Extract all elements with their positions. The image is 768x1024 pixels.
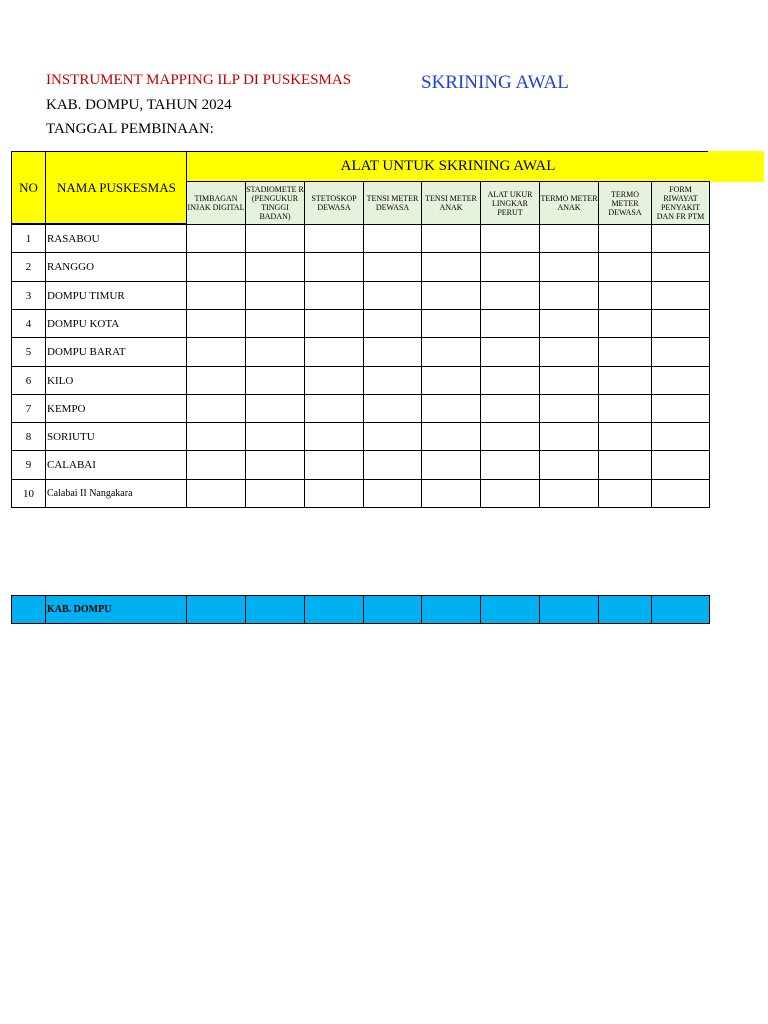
row-nama-puskesmas: RANGGO xyxy=(45,252,187,282)
row-nama-puskesmas: DOMPU KOTA xyxy=(45,309,187,338)
row-no: 1 xyxy=(11,224,46,253)
table-cell-check[interactable] xyxy=(363,394,422,423)
table-cell-check[interactable] xyxy=(480,224,540,253)
table-cell-check[interactable] xyxy=(245,479,305,508)
table-cell-check[interactable] xyxy=(304,281,364,310)
table-cell-check[interactable] xyxy=(245,366,305,395)
table-cell-check[interactable] xyxy=(651,394,710,423)
table-cell-check[interactable] xyxy=(651,422,710,451)
table-cell-check[interactable] xyxy=(304,450,364,480)
table-cell-check[interactable] xyxy=(598,309,652,338)
row-nama-puskesmas: CALABAI xyxy=(45,450,187,480)
table-cell-check[interactable] xyxy=(480,422,540,451)
row-no: 6 xyxy=(11,366,46,395)
table-cell-check[interactable] xyxy=(598,224,652,253)
table-cell-check[interactable] xyxy=(363,224,422,253)
table-cell-check[interactable] xyxy=(598,479,652,508)
total-row-cell[interactable] xyxy=(539,595,599,624)
total-row-label: KAB. DOMPU xyxy=(45,595,187,624)
table-cell-check[interactable] xyxy=(421,309,481,338)
total-row-cell[interactable] xyxy=(651,595,710,624)
header-no: NO xyxy=(11,151,46,224)
table-cell-check[interactable] xyxy=(598,366,652,395)
tool-column-header: TERMO METER DEWASA xyxy=(598,181,652,225)
table-cell-check[interactable] xyxy=(598,337,652,367)
row-no: 7 xyxy=(11,394,46,423)
tool-column-header: TENSI METER ANAK xyxy=(421,181,481,225)
table-cell-check[interactable] xyxy=(421,366,481,395)
table-cell-check[interactable] xyxy=(598,281,652,310)
tanggal-pembinaan-label: TANGGAL PEMBINAAN: xyxy=(46,121,214,137)
table-cell-check[interactable] xyxy=(421,337,481,367)
table-cell-check[interactable] xyxy=(651,309,710,338)
table-cell-check[interactable] xyxy=(245,422,305,451)
row-nama-puskesmas: KEMPO xyxy=(45,394,187,423)
table-cell-check[interactable] xyxy=(186,479,246,508)
table-cell-check[interactable] xyxy=(651,366,710,395)
table-cell-check[interactable] xyxy=(186,450,246,480)
table-cell-check[interactable] xyxy=(651,281,710,310)
table-cell-check[interactable] xyxy=(651,224,710,253)
table-cell-check[interactable] xyxy=(186,281,246,310)
table-cell-check[interactable] xyxy=(186,337,246,367)
table-cell-check[interactable] xyxy=(539,309,599,338)
table-cell-check[interactable] xyxy=(480,366,540,395)
table-cell-check[interactable] xyxy=(363,309,422,338)
table-cell-check[interactable] xyxy=(363,337,422,367)
row-nama-puskesmas: DOMPU TIMUR xyxy=(45,281,187,310)
table-cell-check[interactable] xyxy=(539,224,599,253)
row-nama-puskesmas: RASABOU xyxy=(45,224,187,253)
table-cell-check[interactable] xyxy=(245,224,305,253)
table-cell-check[interactable] xyxy=(245,450,305,480)
total-row-cell[interactable] xyxy=(598,595,652,624)
table-cell-check[interactable] xyxy=(304,479,364,508)
table-cell-check[interactable] xyxy=(539,394,599,423)
section-title: SKRINING AWAL xyxy=(421,72,569,93)
total-row-cell[interactable] xyxy=(480,595,540,624)
table-cell-check[interactable] xyxy=(421,422,481,451)
table-cell-check[interactable] xyxy=(363,252,422,282)
table-cell-check[interactable] xyxy=(480,309,540,338)
total-row-cell[interactable] xyxy=(421,595,481,624)
table-cell-check[interactable] xyxy=(480,479,540,508)
row-no: 3 xyxy=(11,281,46,310)
table-cell-check[interactable] xyxy=(363,281,422,310)
tool-column-header: STADIOMETE R (PENGUKUR TINGGI BADAN) xyxy=(245,181,305,225)
table-cell-check[interactable] xyxy=(186,252,246,282)
table-cell-check[interactable] xyxy=(480,337,540,367)
table-cell-check[interactable] xyxy=(421,450,481,480)
table-cell-check[interactable] xyxy=(651,337,710,367)
tool-column-header: TIMBAGAN INJAK DIGITAL xyxy=(186,181,246,225)
table-cell-check[interactable] xyxy=(651,479,710,508)
table-cell-check[interactable] xyxy=(245,337,305,367)
table-cell-check[interactable] xyxy=(304,309,364,338)
row-nama-puskesmas: SORIUTU xyxy=(45,422,187,451)
table-cell-check[interactable] xyxy=(245,309,305,338)
table-cell-check[interactable] xyxy=(245,252,305,282)
table-cell-check[interactable] xyxy=(539,450,599,480)
table-cell-check[interactable] xyxy=(539,479,599,508)
table-cell-check[interactable] xyxy=(651,252,710,282)
table-cell-check[interactable] xyxy=(480,281,540,310)
table-cell-check[interactable] xyxy=(186,422,246,451)
table-cell-check[interactable] xyxy=(539,422,599,451)
header-nama-puskesmas: NAMA PUSKESMAS xyxy=(45,151,187,224)
table-cell-check[interactable] xyxy=(421,479,481,508)
row-no: 2 xyxy=(11,252,46,282)
table-cell-check[interactable] xyxy=(363,450,422,480)
total-row-cell[interactable] xyxy=(304,595,364,624)
table-cell-check[interactable] xyxy=(539,366,599,395)
table-cell-check[interactable] xyxy=(304,366,364,395)
table-cell-check[interactable] xyxy=(363,366,422,395)
row-nama-puskesmas: Calabai II Nangakara xyxy=(45,479,187,508)
table-cell-check[interactable] xyxy=(186,224,246,253)
table-cell-check[interactable] xyxy=(651,450,710,480)
table-cell-check[interactable] xyxy=(598,252,652,282)
total-row-cell[interactable] xyxy=(363,595,422,624)
table-cell-check[interactable] xyxy=(421,394,481,423)
table-cell-check[interactable] xyxy=(598,450,652,480)
header-alat-skrining: ALAT UNTUK SKRINING AWAL xyxy=(186,151,709,182)
row-no: 10 xyxy=(11,479,46,508)
row-no: 5 xyxy=(11,337,46,367)
table-cell-check[interactable] xyxy=(304,394,364,423)
row-no: 9 xyxy=(11,450,46,480)
table-cell-check[interactable] xyxy=(363,422,422,451)
table-cell-check[interactable] xyxy=(539,252,599,282)
table-cell-check[interactable] xyxy=(421,252,481,282)
row-no: 8 xyxy=(11,422,46,451)
table-cell-check[interactable] xyxy=(304,337,364,367)
tool-column-header: STETOSKOP DEWASA xyxy=(304,181,364,225)
table-cell-check[interactable] xyxy=(186,366,246,395)
header-highlight-extension xyxy=(708,151,764,182)
table-cell-check[interactable] xyxy=(539,337,599,367)
row-nama-puskesmas: KILO xyxy=(45,366,187,395)
total-row-cell[interactable] xyxy=(186,595,246,624)
table-cell-check[interactable] xyxy=(480,450,540,480)
table-cell-check[interactable] xyxy=(245,394,305,423)
document-title: INSTRUMENT MAPPING ILP DI PUSKESMAS xyxy=(46,72,352,88)
kab-tahun-label: KAB. DOMPU, TAHUN 2024 xyxy=(46,97,232,113)
table-cell-check[interactable] xyxy=(304,252,364,282)
table-cell-check[interactable] xyxy=(304,422,364,451)
table-cell-check[interactable] xyxy=(245,281,305,310)
table-cell-check[interactable] xyxy=(539,281,599,310)
tool-column-header: TENSI METER DEWASA xyxy=(363,181,422,225)
table-cell-check[interactable] xyxy=(186,309,246,338)
table-cell-check[interactable] xyxy=(598,422,652,451)
row-no: 4 xyxy=(11,309,46,338)
tool-column-header: ALAT UKUR LINGKAR PERUT xyxy=(480,181,540,225)
table-cell-check[interactable] xyxy=(304,224,364,253)
table-cell-check[interactable] xyxy=(186,394,246,423)
tool-column-header: FORM RIWAYAT PENYAKIT DAN FR PTM xyxy=(651,181,710,225)
total-row-no xyxy=(11,595,46,624)
table-cell-check[interactable] xyxy=(421,224,481,253)
table-cell-check[interactable] xyxy=(480,252,540,282)
row-nama-puskesmas: DOMPU BARAT xyxy=(45,337,187,367)
table-cell-check[interactable] xyxy=(421,281,481,310)
table-cell-check[interactable] xyxy=(363,479,422,508)
table-cell-check[interactable] xyxy=(598,394,652,423)
tool-column-header: TERMO METER ANAK xyxy=(539,181,599,225)
table-cell-check[interactable] xyxy=(480,394,540,423)
total-row-cell[interactable] xyxy=(245,595,305,624)
